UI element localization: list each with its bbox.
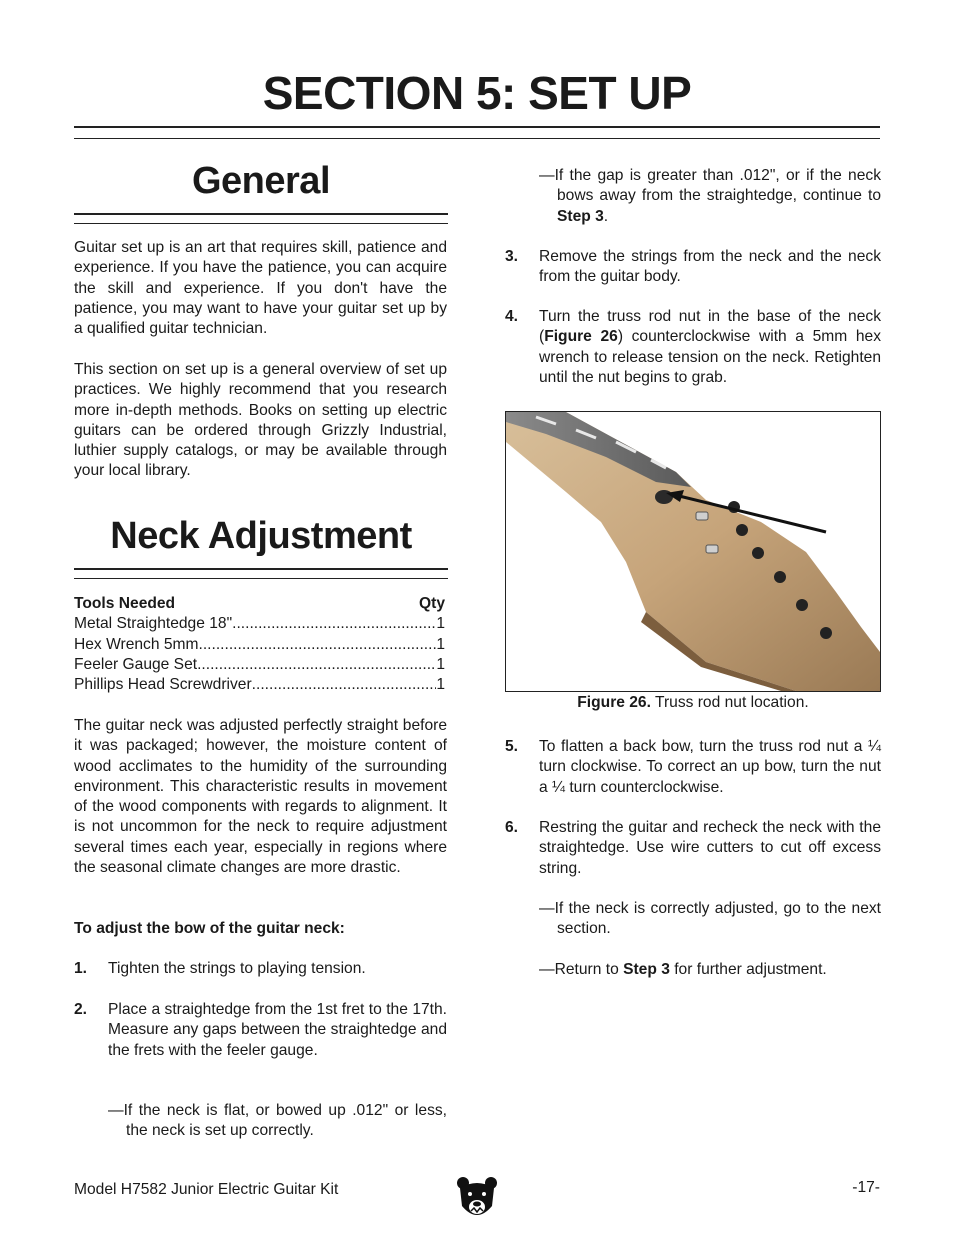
tool-qty: 1 bbox=[436, 655, 445, 673]
tool-name: Hex Wrench 5mm bbox=[74, 635, 199, 653]
step-6-note-return: —Return to Step 3 for further adjustment. bbox=[539, 961, 827, 978]
tool-name: Feeler Gauge Set bbox=[74, 655, 198, 673]
step-6-number: 6. bbox=[505, 819, 519, 836]
title-rule bbox=[74, 126, 880, 139]
page-number: -17- bbox=[852, 1179, 880, 1196]
general-heading: General bbox=[191, 160, 331, 202]
footer-model: Model H7582 Junior Electric Guitar Kit bbox=[74, 1181, 339, 1198]
step-6-text: Restring the guitar and recheck the neck with the straightedge. Use wire cutters to cut off excess string. bbox=[539, 819, 881, 877]
step-2-note-flat: —If the neck is flat, or bowed up .012" or less, the neck is set up correctly. bbox=[108, 1102, 447, 1140]
step-3-text: Remove the strings from the neck and the neck from the guitar body. bbox=[539, 248, 881, 286]
step-3-number: 3. bbox=[505, 248, 519, 265]
step-1-text: Tighten the strings to playing tension. bbox=[108, 960, 366, 977]
figure-26-caption: Figure 26. Truss rod nut location. bbox=[577, 694, 809, 711]
figure-26-reference: Figure 26 bbox=[544, 328, 618, 346]
step-4-number: 4. bbox=[505, 308, 519, 325]
tool-qty: 1 bbox=[436, 676, 445, 694]
step-3-reference: Step 3 bbox=[557, 207, 604, 225]
tool-qty: 1 bbox=[436, 615, 445, 633]
tool-row bbox=[74, 655, 445, 675]
tool-qty: 1 bbox=[436, 635, 445, 653]
general-paragraph-2: This section on set up is a general overview of set up practices. We highly recommend that you research more in-depth methods. Books on setting up electric guitars can be ordered through Grizzly Industrial, luthier supply catalogs, or may be available through your local library. bbox=[74, 361, 447, 480]
qty-label: Qty bbox=[419, 595, 445, 612]
page-title: SECTION 5: SET UP bbox=[262, 67, 692, 119]
step-3-reference: Step 3 bbox=[623, 961, 670, 978]
figure-26-image bbox=[505, 411, 881, 692]
step-2-note-gap: —If the gap is greater than .012", or if the neck bows away from the straightedge, continue to Step 3. bbox=[539, 167, 881, 225]
step-5-text: To flatten a back bow, turn the truss rod nut a ¼ turn clockwise. To correct an up bow, turn the nut a ¼ turn counterclockwise. bbox=[539, 738, 881, 796]
tool-row bbox=[74, 635, 445, 655]
step-2-number: 2. bbox=[74, 1001, 88, 1018]
bear-logo-icon bbox=[456, 1176, 498, 1222]
neck-adjustment-rule bbox=[74, 568, 448, 579]
general-rule bbox=[74, 213, 448, 224]
neck-adjustment-heading: Neck Adjustment bbox=[110, 515, 412, 557]
adjust-bow-subheading: To adjust the bow of the guitar neck: bbox=[74, 920, 345, 937]
general-paragraph-1: Guitar set up is an art that requires skill, patience and experience. If you have the patience, you can acquire the skill and experience. If you don't have the patience, you may want to have your guitar set up by a qualified guitar technician. bbox=[74, 239, 447, 338]
step-4-text: Turn the truss rod nut in the base of the neck (Figure 26) counterclockwise with a 5mm hex wrench to release tension on the neck. Retighten until the nut begins to grab. bbox=[539, 308, 881, 386]
tool-name: Phillips Head Screwdriver bbox=[74, 676, 252, 694]
step-5-number: 5. bbox=[505, 738, 519, 755]
tools-needed-table bbox=[74, 594, 445, 695]
tool-row bbox=[74, 614, 445, 634]
step-1-number: 1. bbox=[74, 960, 88, 977]
tools-needed-label: Tools Needed bbox=[74, 595, 176, 612]
tools-table-header bbox=[74, 594, 445, 614]
step-2-text: Place a straightedge from the 1st fret to the 17th. Measure any gaps between the straightedge and the frets with the feeler gauge. bbox=[108, 1001, 447, 1059]
step-6-note-adjusted: —If the neck is correctly adjusted, go to the next section. bbox=[539, 900, 881, 938]
neck-paragraph: The guitar neck was adjusted perfectly straight before it was packaged; however, the moisture content of wood acclimates to the humidity of the surrounding environment. This characteristic results in movement of the wood components with regards to alignment. It is not uncommon for the neck to require adjustment several times each year, especially in regions where the seasonal climate changes are more drastic. bbox=[74, 717, 447, 877]
guitar-headstock-illustration bbox=[506, 412, 880, 691]
tool-name: Metal Straightedge 18" bbox=[74, 615, 233, 633]
figure-label: Figure 26. bbox=[577, 694, 651, 711]
tool-row bbox=[74, 675, 445, 695]
